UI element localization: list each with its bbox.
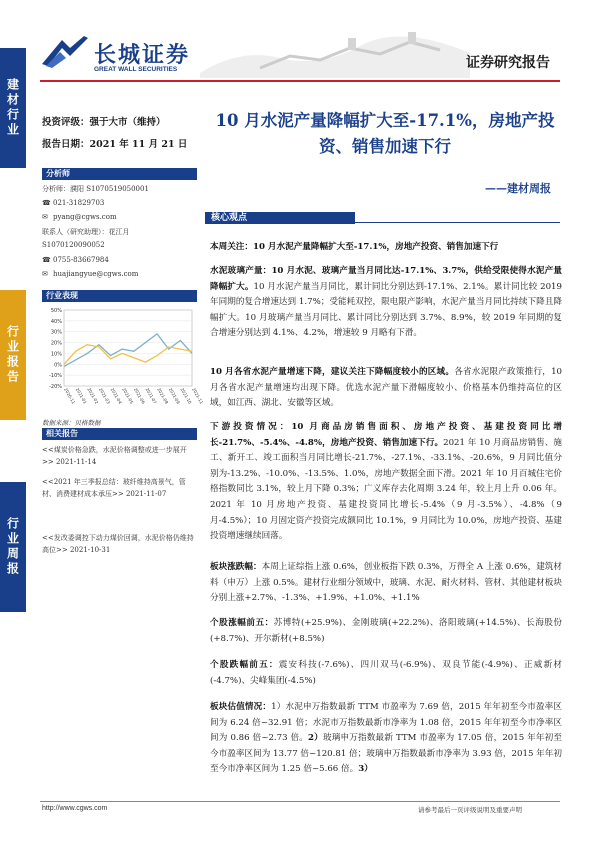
chart-series-line-1 xyxy=(64,334,192,367)
core-heading-divider xyxy=(355,222,560,223)
report-type-label: 证券研究报告 xyxy=(466,55,550,71)
analyst-phone-row xyxy=(42,199,104,207)
chart-y-tick-label: 0% xyxy=(54,362,62,369)
footer-website-link[interactable]: http://www.cgws.com xyxy=(42,805,108,812)
province-cement-body: 各省水泥限产政策推行，10 月各省水泥产量增速均出现下降。优选水泥产量下滑幅度较小、价格基本仍维持高位的区域，如江西、湖北、安徽等区域。 xyxy=(210,367,563,409)
related-report-link[interactable]: <<2021 年三季报总结：玻纤维持高景气，管材、消费建材成本承压>> 2021-11-07 xyxy=(42,478,186,498)
analyst-email[interactable]: pyang@cgws.com xyxy=(53,213,117,221)
contact-phone-row xyxy=(42,256,109,264)
contact-phone: 0755-83667984 xyxy=(53,256,109,264)
chart-x-tick-label: 2021-04 xyxy=(109,387,123,405)
province-cement-paragraph xyxy=(210,365,562,412)
analyst-email-row[interactable] xyxy=(42,213,117,221)
chart-y-tick-label: 50% xyxy=(50,308,62,314)
downstream-investment-paragraph xyxy=(210,420,562,545)
valuation-paragraph xyxy=(210,700,562,778)
cement-glass-output-body: 10 月水泥产量当月同比，累计同比分别达到-17.1%、2.1%。累计同比较 2019 年同期的复合增速达到 1.7%；受能耗双控，限电限产影响，水泥产量当月同比持续下降且降幅扩大。10 月玻璃产量当月同比、累计同比分别达到 3.7%、8.9%，较 2019 年同期的复合增速分别达到 4.1%、4.2%，增速较 9 月略有下滑。 xyxy=(210,281,562,339)
report-date: 报告日期：2021 年 11 月 21 日 xyxy=(42,139,188,150)
valuation-marker-2: 2） xyxy=(308,733,323,744)
chart-x-tick-label: 2021-07 xyxy=(144,387,158,405)
focus-text: 本周关注：10 月水泥产量降幅扩大至-17.1%，房地产投资、销售加速下行 xyxy=(210,242,499,252)
data-source-note: 数据来源：贝格数据 xyxy=(42,419,101,427)
valuation-cement-body: 1）水泥申万指数最新 TTM 市盈率为 7.69 倍，2015 年年初至今市盈率区间为 6.24 倍~32.91 倍；水泥市万指数最新市净率为 1.08 倍，2015 年年初至今市净率区间为 0.86 倍~2.73 倍。 xyxy=(210,702,562,744)
contact-id: S1070120090052 xyxy=(42,241,105,249)
email-icon: ✉ xyxy=(42,213,48,221)
sector-performance-paragraph xyxy=(210,560,562,607)
email-icon: ✉ xyxy=(42,270,48,278)
report-title: 10 月水泥产量降幅扩大至-17.1%，房地产投资、销售加速下行 xyxy=(215,111,555,156)
sidebar-tab-weekly: 行业周报 xyxy=(0,482,26,612)
valuation-lead: 板块估值情况： xyxy=(210,702,272,712)
phone-icon: ☎ xyxy=(42,199,51,207)
related-report-link[interactable]: <<煤炭价格急跌，水泥价格调整或进一步展开>> 2021-11-14 xyxy=(42,446,187,466)
chart-y-tick-label: 30% xyxy=(50,329,62,336)
core-viewpoint-heading: 核心观点 xyxy=(205,212,355,224)
chart-x-tick-label: 2021-02 xyxy=(86,387,100,405)
chart-y-tick-label: -20% xyxy=(49,384,62,390)
contact-email-row[interactable] xyxy=(42,270,138,278)
related-reports-heading: 相关报告 xyxy=(42,428,197,440)
chart-x-tick-label: 2021-08 xyxy=(156,387,170,405)
chart-x-tick-label: 2020-11 xyxy=(63,387,77,405)
valuation-glass-body: 玻璃申万指数最新 TTM 市盈率为 17.05 倍，2015 年年初至今市盈率区间为 13.77 倍~120.81 倍；玻璃申万指数最新市净率为 3.93 倍，2015 年年初至今市净率区间为 1.25 倍~5.66 倍。 xyxy=(210,733,562,775)
investment-rating: 投资评级：强于大市（维持） xyxy=(42,117,166,128)
valuation-marker-3: 3） xyxy=(358,764,373,775)
chart-x-tick-label: 2021-10 xyxy=(179,387,193,405)
chart-x-tick-label: 2021-05 xyxy=(121,387,135,405)
chart-y-tick-label: 20% xyxy=(50,340,62,347)
top-gainers-body: 苏博特(+25.9%)、金刚玻璃(+22.2%)、洛阳玻璃(+14.5%)、长海股份(+8.7%)、开尔新材(+8.5%) xyxy=(210,618,562,644)
chart-x-tick-label: 2021-09 xyxy=(167,387,181,405)
logo-chinese-text: 长城证券 xyxy=(94,43,191,68)
chart-y-tick-label: 10% xyxy=(50,351,62,358)
sector-performance-body: 本周上证综指上涨 0.6%，创业板指下跌 0.3%，万得全 A 上涨 0.6%，建筑材料（申万）上涨 0.5%。建材行业细分领域中，玻璃、水泥、耐火材料、管材、其他建材板块分别上涨+2.7%、-1.3%、+1.9%、+1.0%、+1.1% xyxy=(210,562,562,604)
analyst-name: 分析师：濮阳 S1070519050001 xyxy=(42,185,149,193)
sidebar-tab-report: 行业报告 xyxy=(0,290,26,420)
top-losers-paragraph xyxy=(210,658,562,689)
cement-glass-output-lead: 水泥玻璃产量：10 月水泥、玻璃产量当月同比达-17.1%、3.7%，供给受限使得水泥产量降幅扩大。 xyxy=(210,266,562,292)
chart-x-tick-label: 2021-01 xyxy=(74,387,88,405)
top-losers-lead: 个股跌幅前五： xyxy=(210,660,279,670)
top-gainers-lead: 个股涨幅前五： xyxy=(210,618,274,628)
chart-x-tick-label: 2021-11 xyxy=(191,387,205,405)
report-subtitle: ——建材周报 xyxy=(485,182,551,195)
chart-y-tick-label: -10% xyxy=(49,373,62,380)
sidebar-tab-industry: 建材行业 xyxy=(0,48,26,168)
contact-name: 联系人（研究助理）：花江月 xyxy=(42,228,130,236)
analyst-section-heading: 分析师 xyxy=(42,168,197,180)
logo-english-text: GREAT WALL SECURITIES xyxy=(94,66,178,73)
chart-series-line-2 xyxy=(64,345,192,365)
analyst-phone: 021-31829703 xyxy=(53,199,105,207)
top-losers-body: 震安科技(-7.6%)、四川双马(-6.9%)、双良节能(-4.9%)、正威新材(-4.7%)、尖峰集团(-4.5%) xyxy=(210,660,562,686)
province-cement-lead: 10 月各省水泥产量增速下降，建议关注下降幅度较小的区域。 xyxy=(210,367,455,377)
industry-performance-heading: 行业表现 xyxy=(42,290,197,302)
focus-paragraph xyxy=(210,240,562,256)
chart-y-tick-label: 40% xyxy=(50,318,62,325)
chart-x-tick-label: 2021-06 xyxy=(132,387,147,405)
footer-disclaimer-note: 请参考最后一页评级说明及重要声明 xyxy=(418,806,522,814)
downstream-investment-body: 2021 年 10 月商品房销售、施工、新开工、竣工面积当月同比增长-21.7%、-27.1%、-33.1%、-20.6%，9 月同比值分别为-13.2%、-10.0%、-13.5%、1.0%，房地产数据全面下滑。2021 年 10 月百城住宅价格指数同比 3.1%，较上月下降 0.3%；广义库存去化周期 3.24 年，较上月上升 0.06 年。2021 年 10 月房地产投资、基建投资同比增长-5.4%（9 月-3.5%）、-4.8%（9 月-4.5%）；10 月固定资产投资完成额同比 10.1%，9 月同比为 10.0%，房地产投资、基建投资增速继续回落。 xyxy=(210,437,562,542)
related-report-link[interactable]: <<发改委调控下动力煤价回调，水泥价格仍维持高位>> 2021-10-31 xyxy=(42,534,194,554)
cement-glass-output-paragraph xyxy=(210,264,562,342)
contact-email[interactable]: huajiangyue@cgws.com xyxy=(53,270,139,278)
phone-icon: ☎ xyxy=(42,256,51,264)
footer-divider xyxy=(40,801,560,802)
top-gainers-paragraph xyxy=(210,616,562,647)
chart-x-tick-label: 2021-03 xyxy=(98,387,112,405)
downstream-investment-lead: 下游投资情况：10 月商品房销售面积、房地产投资、基建投资同比增长-21.7%、-5.4%、-4.8%，房地产投资、销售加速下行。 xyxy=(210,422,562,448)
sector-performance-lead: 板块涨跌幅： xyxy=(210,562,262,572)
logo-mark-icon xyxy=(40,34,90,68)
industry-performance-chart xyxy=(42,304,205,414)
great-wall-background-image xyxy=(200,28,470,78)
header-divider xyxy=(40,80,560,82)
